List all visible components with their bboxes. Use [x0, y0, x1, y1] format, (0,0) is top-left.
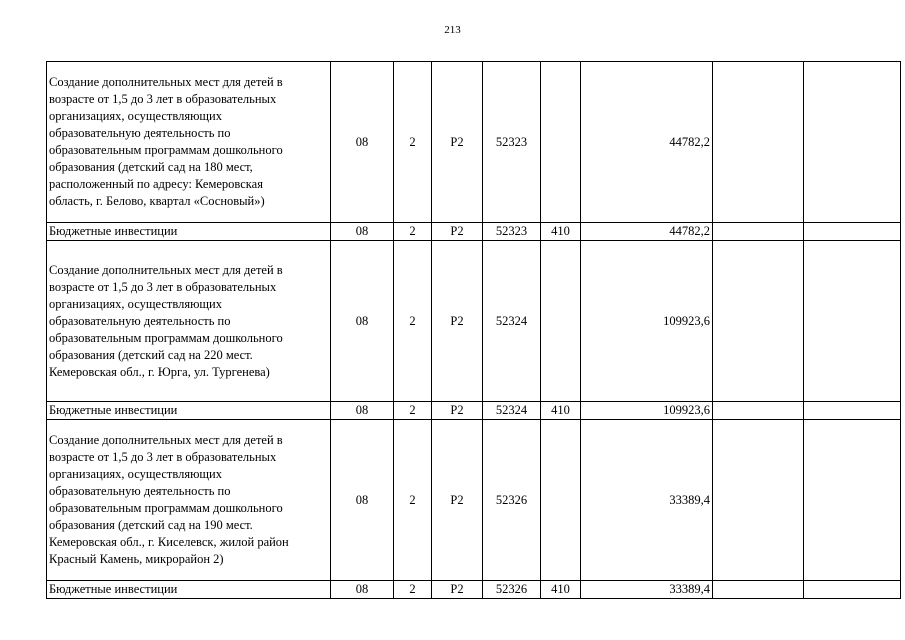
cell-program: P2 [432, 402, 483, 420]
table-row [47, 581, 901, 599]
cell-col9 [804, 581, 901, 599]
cell-section: 08 [331, 62, 394, 223]
cell-program: P2 [432, 223, 483, 241]
row-name: Создание дополнительных мест для детей в возрасте от 1,5 до 3 лет в образовательных организациях, осуществляющих образовательную деятельность по образовательным программам дошкольного образования (детский сад на 220 мест. Кемеровская обл., г. Юрга, ул. Тургенева) [47, 241, 331, 402]
cell-col8 [713, 581, 804, 599]
cell-subsection: 2 [394, 420, 432, 581]
cell-item: 52326 [483, 581, 541, 599]
cell-item: 52326 [483, 420, 541, 581]
cell-subsection: 2 [394, 402, 432, 420]
cell-amount: 109923,6 [581, 402, 713, 420]
cell-item: 52323 [483, 223, 541, 241]
cell-col8 [713, 223, 804, 241]
cell-col8 [713, 420, 804, 581]
table-row [47, 420, 901, 581]
cell-subsection: 2 [394, 581, 432, 599]
cell-program: P2 [432, 420, 483, 581]
table-row [47, 62, 901, 223]
cell-expense-type [541, 241, 581, 402]
cell-col8 [713, 241, 804, 402]
row-name: Бюджетные инвестиции [47, 402, 331, 420]
cell-item: 52324 [483, 402, 541, 420]
cell-col9 [804, 420, 901, 581]
cell-expense-type [541, 420, 581, 581]
cell-subsection: 2 [394, 223, 432, 241]
cell-section: 08 [331, 241, 394, 402]
cell-item: 52324 [483, 241, 541, 402]
cell-col9 [804, 223, 901, 241]
cell-col8 [713, 62, 804, 223]
cell-expense-type: 410 [541, 223, 581, 241]
table-row [47, 241, 901, 402]
cell-item: 52323 [483, 62, 541, 223]
cell-section: 08 [331, 223, 394, 241]
row-name: Создание дополнительных мест для детей в возрасте от 1,5 до 3 лет в образовательных организациях, осуществляющих образовательную деятельность по образовательным программам дошкольного образования (детский сад на 190 мест. Кемеровская обл., г. Киселевск, жилой район Красный Камень, микрорайон 2) [47, 420, 331, 581]
table-row [47, 402, 901, 420]
row-name: Бюджетные инвестиции [47, 223, 331, 241]
budget-table [46, 61, 901, 599]
cell-amount: 33389,4 [581, 581, 713, 599]
cell-section: 08 [331, 420, 394, 581]
cell-subsection: 2 [394, 241, 432, 402]
cell-amount: 44782,2 [581, 62, 713, 223]
cell-expense-type: 410 [541, 402, 581, 420]
cell-expense-type: 410 [541, 581, 581, 599]
cell-amount: 109923,6 [581, 241, 713, 402]
cell-col8 [713, 402, 804, 420]
cell-program: P2 [432, 241, 483, 402]
cell-col9 [804, 62, 901, 223]
row-name: Создание дополнительных мест для детей в возрасте от 1,5 до 3 лет в образовательных организациях, осуществляющих образовательную деятельность по образовательным программам дошкольного образования (детский сад на 180 мест, расположенный по адресу: Кемеровская область, г. Белово, квартал «Сосновый») [47, 62, 331, 223]
cell-section: 08 [331, 581, 394, 599]
cell-program: P2 [432, 581, 483, 599]
cell-amount: 44782,2 [581, 223, 713, 241]
page-number: 213 [444, 24, 461, 36]
cell-section: 08 [331, 402, 394, 420]
row-name: Бюджетные инвестиции [47, 581, 331, 599]
cell-program: P2 [432, 62, 483, 223]
table-row [47, 223, 901, 241]
cell-expense-type [541, 62, 581, 223]
cell-col9 [804, 402, 901, 420]
cell-subsection: 2 [394, 62, 432, 223]
cell-col9 [804, 241, 901, 402]
cell-amount: 33389,4 [581, 420, 713, 581]
